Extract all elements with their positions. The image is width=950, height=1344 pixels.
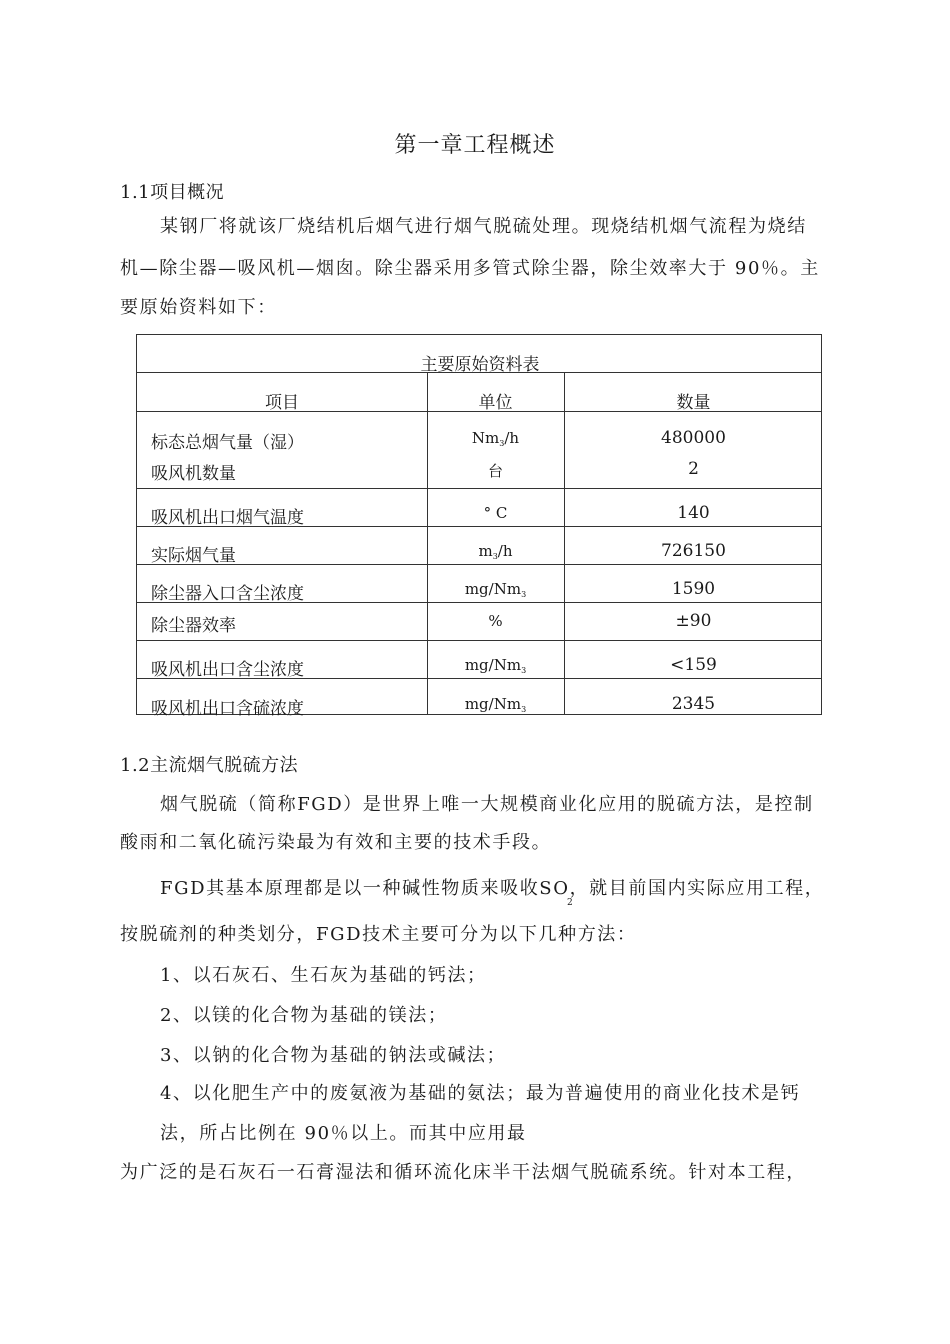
- table-rule: [137, 488, 821, 489]
- table-cell-item: 除尘器效率: [151, 616, 236, 636]
- table-cell-item: 吸风机出口含硫浓度: [151, 699, 304, 719]
- table-cell-unit: $mg/Nm_3$: [464, 656, 527, 675]
- table-cell-value: 480000: [661, 428, 726, 448]
- table-cell-unit: $Nm_3/h$: [471, 429, 520, 448]
- list-item: 3、以钠的化合物为基础的钠法或碱法；: [160, 1045, 507, 1066]
- table-cell-unit: %: [488, 612, 503, 630]
- table-cell-value: 1590: [671, 579, 716, 599]
- list-item: 2、以镁的化合物为基础的镁法；: [160, 1005, 448, 1026]
- table-cell-item: 实际烟气量: [151, 546, 236, 566]
- table-cell-value: 2345: [671, 694, 716, 714]
- table-cell-value: 140: [677, 503, 710, 523]
- paragraph-line: 法，所占比例在 90％以上。而其中应用最: [160, 1123, 527, 1144]
- section-heading-1-2: 1.2主流烟气脱硫方法: [120, 755, 299, 776]
- table-cell-unit: 台: [487, 462, 503, 480]
- table-cell-unit: $mg/Nm_3$: [464, 695, 527, 714]
- paragraph-line: 烟气脱硫（简称FGD）是世界上唯一大规模商业化应用的脱硫方法，是控制: [160, 794, 814, 815]
- table-header-item: 项目: [265, 393, 299, 413]
- table-rule: [137, 640, 821, 641]
- table-cell-value: ±90: [675, 611, 712, 631]
- paragraph-line: 按脱硫剂的种类划分，FGD技术主要可分为以下几种方法：: [120, 924, 637, 945]
- table-cell-value: 726150: [661, 541, 726, 561]
- list-item: 4、以化肥生产中的废氨液为基础的氨法；最为普遍使用的商业化技术是钙: [160, 1083, 801, 1104]
- table-cell-unit: $m_3/h$: [478, 542, 513, 561]
- page-title: 第一章工程概述: [394, 133, 556, 158]
- table-cell-item: 吸风机数量: [151, 464, 236, 484]
- table-rule: [137, 564, 821, 565]
- table-cell-item: 标态总烟气量（湿）: [151, 433, 304, 453]
- paragraph-line: 要原始资料如下：: [120, 297, 277, 318]
- table-header-value: 数量: [676, 393, 711, 413]
- table-cell-item: 除尘器入口含尘浓度: [151, 584, 304, 604]
- paragraph-line: 机—除尘器—吸风机—烟囱。除尘器采用多管式除尘器，除尘效率大于 90％。主: [120, 258, 820, 279]
- subscript-2: 2: [567, 898, 573, 908]
- table-caption: 主要原始资料表: [420, 355, 540, 375]
- table-cell-value: 2: [688, 459, 699, 479]
- table-cell-item: 吸风机出口烟气温度: [151, 508, 304, 528]
- section-heading-1-1: 1.1项目概况: [120, 182, 225, 203]
- data-table: [136, 334, 822, 719]
- paragraph-line: FGD其基本原理都是以一种碱性物质来吸收SO，就目前国内实际应用工程，: [160, 878, 825, 899]
- table-cell-value: <159: [670, 655, 717, 675]
- list-item: 1、以石灰石、生石灰为基础的钙法；: [160, 965, 487, 986]
- paragraph-line: 酸雨和二氧化硫污染最为有效和主要的技术手段。: [120, 832, 552, 853]
- table-header-unit: 单位: [478, 393, 513, 413]
- paragraph-line: 为广泛的是石灰石一石膏湿法和循环流化床半干法烟气脱硫系统。针对本工程，: [120, 1162, 806, 1183]
- table-cell-unit: $mg/Nm_3$: [464, 580, 527, 599]
- table-cell-item: 吸风机出口含尘浓度: [151, 660, 304, 680]
- table-cell-unit: ° C: [483, 504, 508, 522]
- paragraph-line: 某钢厂将就该厂烧结机后烟气进行烟气脱硫处理。现烧结机烟气流程为烧结: [160, 216, 807, 237]
